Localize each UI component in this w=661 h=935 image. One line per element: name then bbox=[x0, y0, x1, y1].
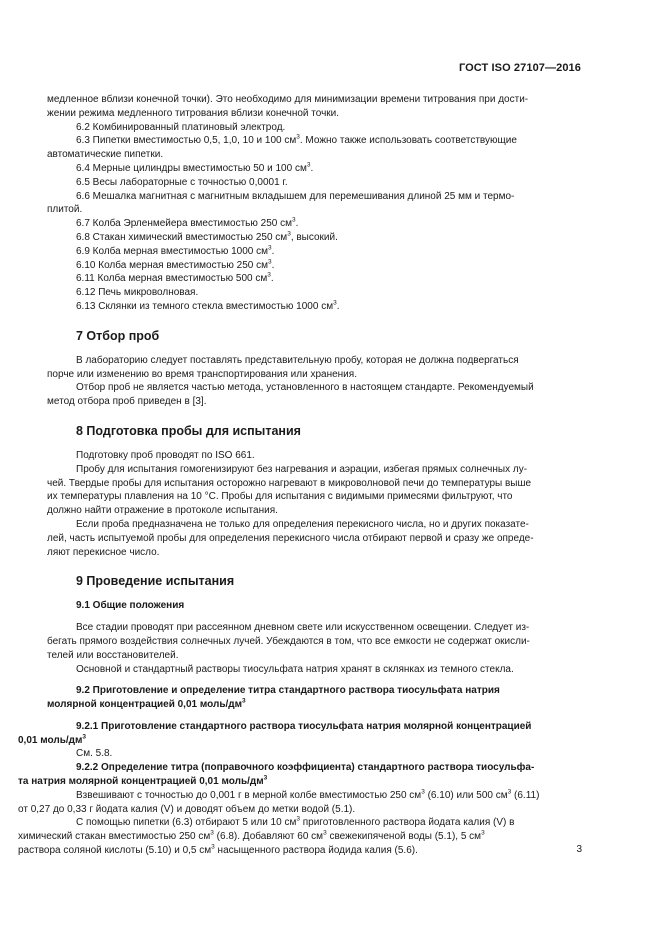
section-7-paragraph-2: Отбор проб не является частью метода, установленного в настоящем стандарте. Рекомендуемый метод отбора проб приведен в [3]. bbox=[47, 382, 534, 408]
section-8-heading: 8 Подготовка пробы для испытания bbox=[76, 423, 301, 438]
subsection-9-2-2-paragraph-2: С помощью пипетки (6.3) отбирают 5 или 10 $см^3$ приготовленного раствора йодата калия (V) в химический стакан вместимостью 250 $см^3$ (6.8). Добавляют 60 $см^3$ свежекипяченой воды (5.1), 5 $см^3$ раствора соляной кислоты (5.10) и 0,5 $см^3$ насыщенного раствора йодида калия (5.6). bbox=[18, 816, 515, 857]
item-6-13: 6.13 Склянки из темного стекла вместимостью 1000 $см^3$. bbox=[76, 299, 340, 312]
page-number: 3 bbox=[576, 844, 582, 855]
section-8-paragraph-1: Подготовку проб проводят по ISO 661. bbox=[76, 449, 255, 461]
item-6-12: 6.12 Печь микроволновая. bbox=[76, 287, 199, 299]
doc-code-header: ГОСТ ISO 27107—2016 bbox=[458, 62, 581, 74]
subsection-9-2-heading: 9.2 Приготовление и определение титра стандартного раствора тиосульфата натрия молярной концентрацией 0,01 моль/$дм^3$ bbox=[47, 685, 500, 711]
item-6-3: 6.3 Пипетки вместимостью 0,5, 1,0, 10 и 100 $см^3$. Можно также использовать соответствующие bbox=[76, 134, 517, 147]
section-9-heading: 9 Проведение испытания bbox=[76, 574, 235, 589]
item-6-10: 6.10 Колба мерная вместимостью 250 $см^3$. bbox=[76, 258, 275, 271]
section-8-paragraph-3: Если проба предназначена не только для определения перекисного числа, но и других показате- лей, часть испытуемой пробы для определения перекисного числа отбирают первой и сразу же опреде- ляют перекисное число. bbox=[47, 518, 534, 558]
subsection-9-2-1-heading: 9.2.1 Приготовление стандартного раствора тиосульфата натрия молярной концентрацией 0,01 моль/$дм^3$ bbox=[18, 720, 532, 746]
section-8-paragraph-2: Пробу для испытания гомогенизируют без нагревания и аэрации, избегая прямых солнечных лу- чей. Твердые пробы для испытания осторожно нагревают в микроволновой печи до температуры выше их температуры плавления на 10 °С. Пробы для испытания с видимыми примесями фильтруют, что должно найти отражение в протоколе испытания. bbox=[47, 463, 532, 517]
subsection-9-1-heading: 9.1 Общие положения bbox=[76, 600, 185, 612]
item-6-8: 6.8 Стакан химический вместимостью 250 $см^3$, высокий. bbox=[76, 230, 338, 243]
subsection-9-2-1-reference: См. 5.8. bbox=[76, 748, 113, 760]
item-6-7: 6.7 Колба Эрленмейера вместимостью 250 $см^3$. bbox=[76, 216, 299, 230]
item-6-2: 6.2 Комбинированный платиновый электрод. bbox=[76, 121, 286, 133]
subsection-9-2-2-paragraph-1: Взвешивают с точностью до 0,001 г в мерной колбе вместимостью 250 $см^3$ (6.10) или 500 $см^3$ (6.11) от 0,27 до 0,33 г йодата калия (V) и доводят объем до метки водой (5.1). bbox=[18, 788, 540, 815]
item-6-11: 6.11 Колба мерная вместимостью 500 $см^3$. bbox=[76, 272, 274, 285]
subsection-9-1-paragraph-2: Основной и стандартный растворы тиосульфата натрия хранят в склянках из темного стекла. bbox=[76, 663, 514, 675]
item-6-6: 6.6 Мешалка магнитная с магнитным вкладышем для перемешивания длиной 25 мм и термо- bbox=[76, 190, 515, 202]
item-6-3-cont: автоматические пипетки. bbox=[47, 149, 164, 161]
document-body bbox=[18, 93, 583, 858]
item-6-4: 6.4 Мерные цилиндры вместимостью 50 и 100 $см^3$. bbox=[76, 161, 314, 174]
continuation-text: медленное вблизи конечной точки). Это необходимо для минимизации времени титрования при дости- жении режима медленного титрования вблизи конечной точки. bbox=[47, 94, 529, 119]
item-6-9: 6.9 Колба мерная вместимостью 1000 $см^3$. bbox=[76, 244, 275, 257]
section-7-paragraph-1: В лабораторию следует поставлять представительную пробу, которая не должна подвергаться порче или изменению во время транспортирования или хранения. bbox=[47, 354, 519, 380]
item-6-5: 6.5 Весы лабораторные с точностью 0,0001 г. bbox=[76, 176, 288, 188]
item-6-6-cont: плитой. bbox=[47, 204, 83, 216]
subsection-9-2-2-heading: 9.2.2 Определение титра (поправочного коэффициента) стандартного раствора тиосульфа- та натрия молярной концентрацией 0,01 моль/$дм^3$ bbox=[18, 762, 535, 788]
section-7-heading: 7 Отбор проб bbox=[76, 328, 160, 343]
subsection-9-1-paragraph-1: Все стадии проводят при рассеянном дневном свете или искусственном освещении. Следует из- бегать прямого воздействия солнечных лучей. Убеждаются в том, что все емкости не содержат окисли- телей или восстановителей. bbox=[47, 622, 530, 661]
